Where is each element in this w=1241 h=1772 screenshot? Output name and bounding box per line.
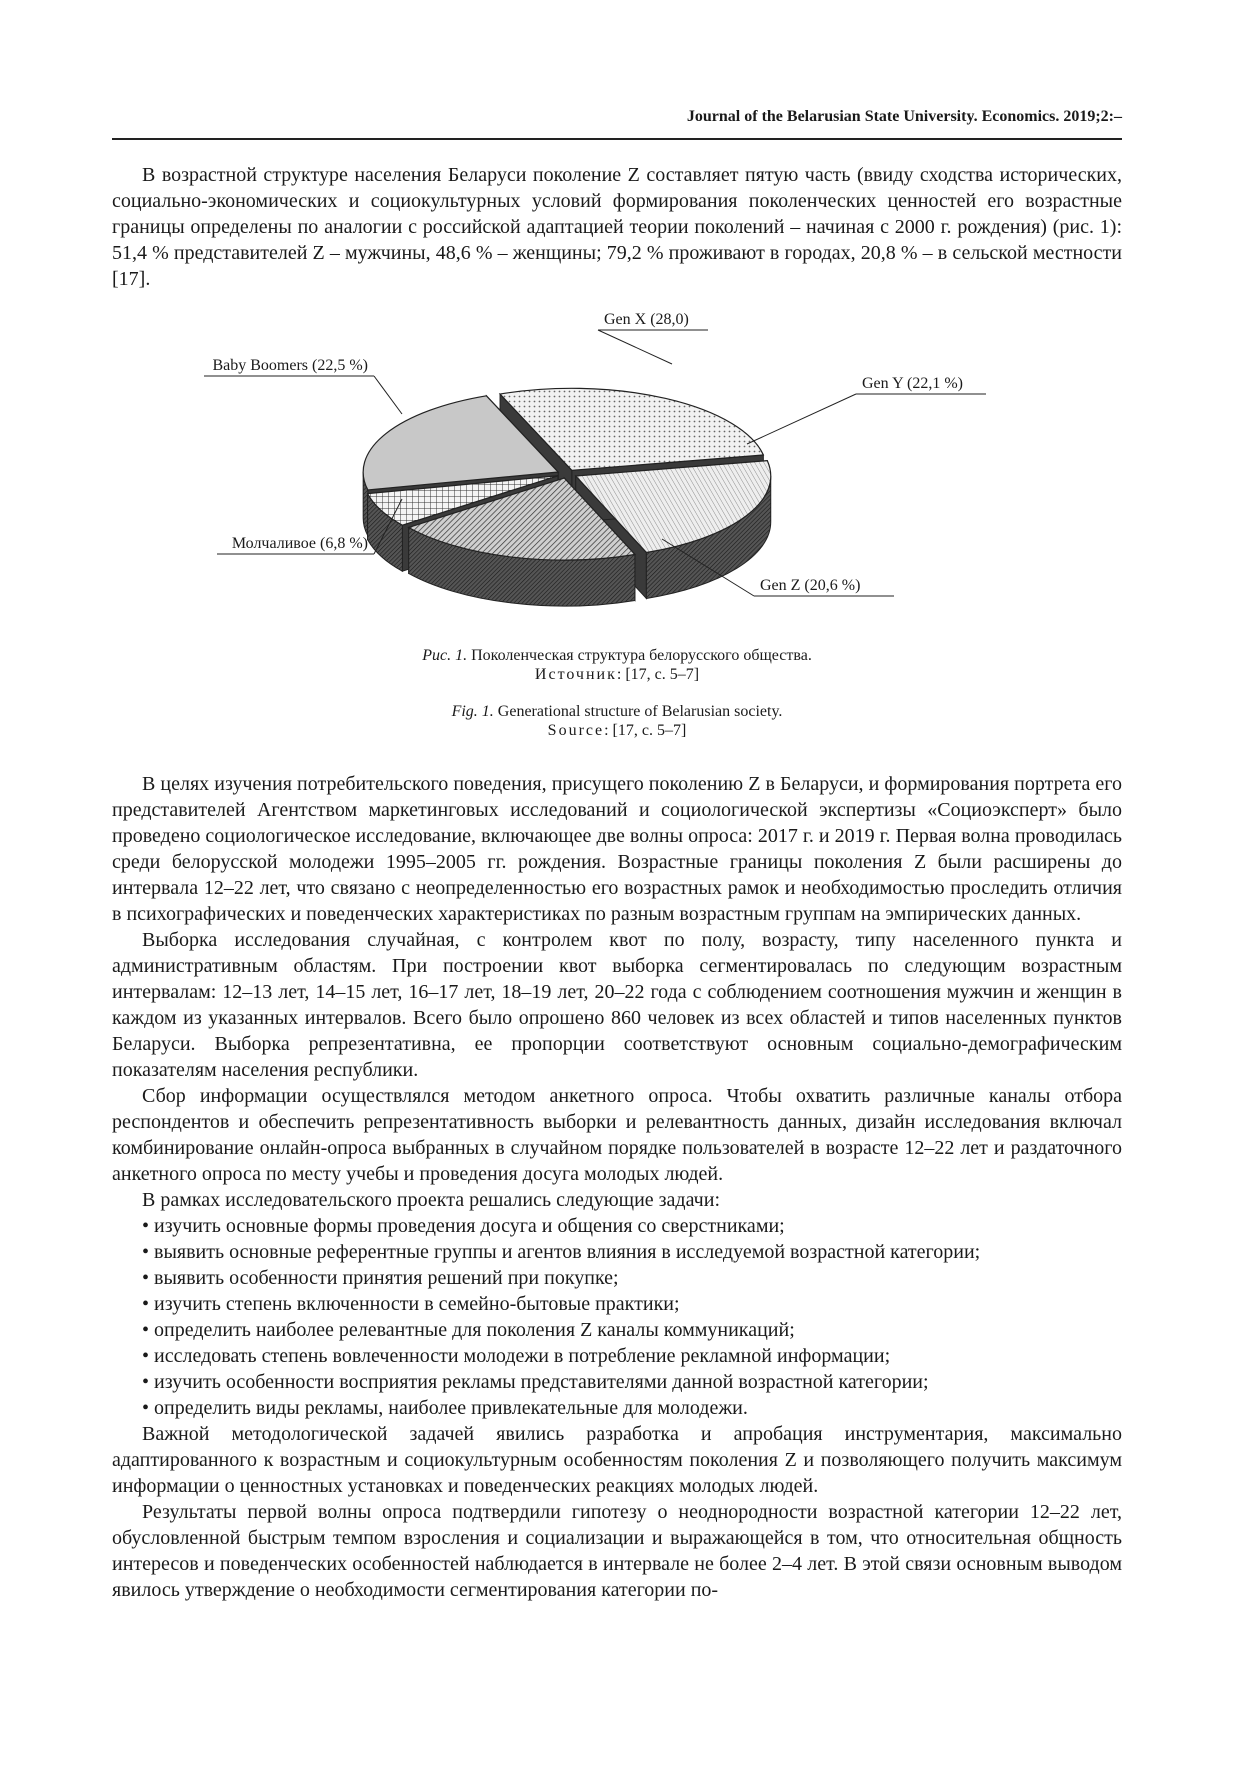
caption-ru-source-label: Источник <box>534 666 617 683</box>
pie-chart <box>112 298 1122 658</box>
body-paragraph-5: Важной методологической задачей явились разработка и апробация инструментария, максимально адаптированного к возрастным и социокультурным особенностям поколения Z и позволяющего получить максимум информации о ценностных установках и поведенческих реакциях молодых людей. <box>112 1423 1122 1497</box>
caption-en-fig: Fig. 1. <box>451 703 494 720</box>
body-text <box>112 771 1122 1603</box>
task-item: • изучить особенности восприятия рекламы представителями данной возрастной категории; <box>112 1369 1122 1395</box>
task-item: • изучить степень включенности в семейно-бытовые практики; <box>112 1291 1122 1317</box>
running-header: Journal of the Belarusian State University. Economics. 2019;2:– <box>686 108 1122 125</box>
body-paragraph-1: В целях изучения потребительского поведения, присущего поколению Z в Беларуси, и формирования портрета его представителей Агентством маркетинговых исследований и социологической экспертизы «Социоэксперт» было проведено социологическое исследование, включающее две волны опроса: 2017 г. и 2019 г. Первая волна проводилась среди белорусской молодежи 1995–2005 гг. рождения. Возрастные границы поколения Z были расширены до интервала 12–22 лет, что связано с неопределенностью его возрастных рамок и необходимостью проследить отличия в психографических и поведенческих характеристиках по разным возрастным группам на эмпирических данных. <box>112 773 1122 925</box>
label-leader <box>598 330 672 364</box>
caption-ru-source: : [17, с. 5–7] <box>616 666 700 683</box>
slice-label: Gen Z (20,6 %) <box>760 577 861 594</box>
task-list <box>112 1213 1122 1421</box>
body-paragraph-2: Выборка исследования случайная, с контролем квот по полу, возрасту, типу населенного пункта и административным областям. При построении квот выборка сегментировалась по следующим возрастным интервалам: 12–13 лет, 14–15 лет, 16–17 лет, 18–19 лет, 20–22 года с соблюдением соотношения мужчин и женщин в каждом из указанных интервалов. Всего было опрошено 860 человек из всех областей и типов населенных пунктов Беларуси. Выборка репрезентативна, ее пропорции соответствуют основным социально-демографическим показателям населения республики. <box>112 929 1122 1081</box>
intro-paragraph: В возрастной структуре населения Беларуси поколение Z составляет пятую часть (ввиду сходства исторических, социально-экономических и социокультурных условий формирования поколенческих ценностей его возрастные границы определены по аналогии с российской адаптацией теории поколений – начиная с 2000 г. рождения) (рис. 1): 51,4 % представителей Z – мужчины, 48,6 % – женщины; 79,2 % проживают в городах, 20,8 % – в сельской местности [17]. <box>112 164 1122 290</box>
task-item: • определить виды рекламы, наиболее привлекательные для молодежи. <box>112 1395 1122 1421</box>
intro-section <box>112 162 1122 292</box>
body-paragraph-3: Сбор информации осуществлялся методом анкетного опроса. Чтобы охватить различные каналы отбора респондентов и обеспечить репрезентативность выборки и релевантность данных, дизайн исследования включал комбинирование онлайн-опроса выбранных в случайном порядке пользователей в возрасте 12–22 лет и раздаточного анкетного опроса по месту учебы и проведения досуга молодых людей. <box>112 1085 1122 1185</box>
caption-en-title: Generational structure of Belarusian society. <box>497 703 783 720</box>
caption-en <box>112 702 1122 740</box>
figure-1 <box>112 298 1122 658</box>
task-item: • исследовать степень вовлеченности молодежи в потребление рекламной информации; <box>112 1343 1122 1369</box>
caption-ru-fig: Рис. 1. <box>422 647 468 664</box>
caption-ru <box>112 646 1122 684</box>
slice-label: Baby Boomers (22,5 %) <box>212 357 368 374</box>
caption-en-source: : [17, с. 5–7] <box>604 722 687 739</box>
slice-label: Gen X (28,0) <box>604 311 689 328</box>
label-leader <box>374 376 402 414</box>
task-item: • определить наиболее релевантные для поколения Z каналы коммуникаций; <box>112 1317 1122 1343</box>
body-paragraph-6: Результаты первой волны опроса подтвердили гипотезу о неоднородности возрастной категории 12–22 лет, обусловленной быстрым темпом взросления и социализации и выражающейся в том, что относительная общность интересов и поведенческих особенностей наблюдается в интервале не более 2–4 лет. В этой связи основным выводом явилось утверждение о необходимости сегментирования категории по- <box>112 1501 1122 1601</box>
header-rule <box>112 138 1122 140</box>
body-paragraph-4: В рамках исследовательского проекта решались следующие задачи: <box>142 1189 720 1211</box>
task-item: • выявить особенности принятия решений при покупке; <box>112 1265 1122 1291</box>
caption-ru-title: Поколенческая структура белорусского общества. <box>471 647 812 664</box>
slice-label: Молчаливое (6,8 %) <box>231 535 368 552</box>
label-leader <box>747 394 856 444</box>
task-item: • выявить основные референтные группы и агентов влияния в исследуемой возрастной категории; <box>112 1239 1122 1265</box>
task-item: • изучить основные формы проведения досуга и общения со сверстниками; <box>112 1213 1122 1239</box>
caption-en-source-label: Source <box>547 722 605 739</box>
slice-label: Gen Y (22,1 %) <box>862 375 964 392</box>
